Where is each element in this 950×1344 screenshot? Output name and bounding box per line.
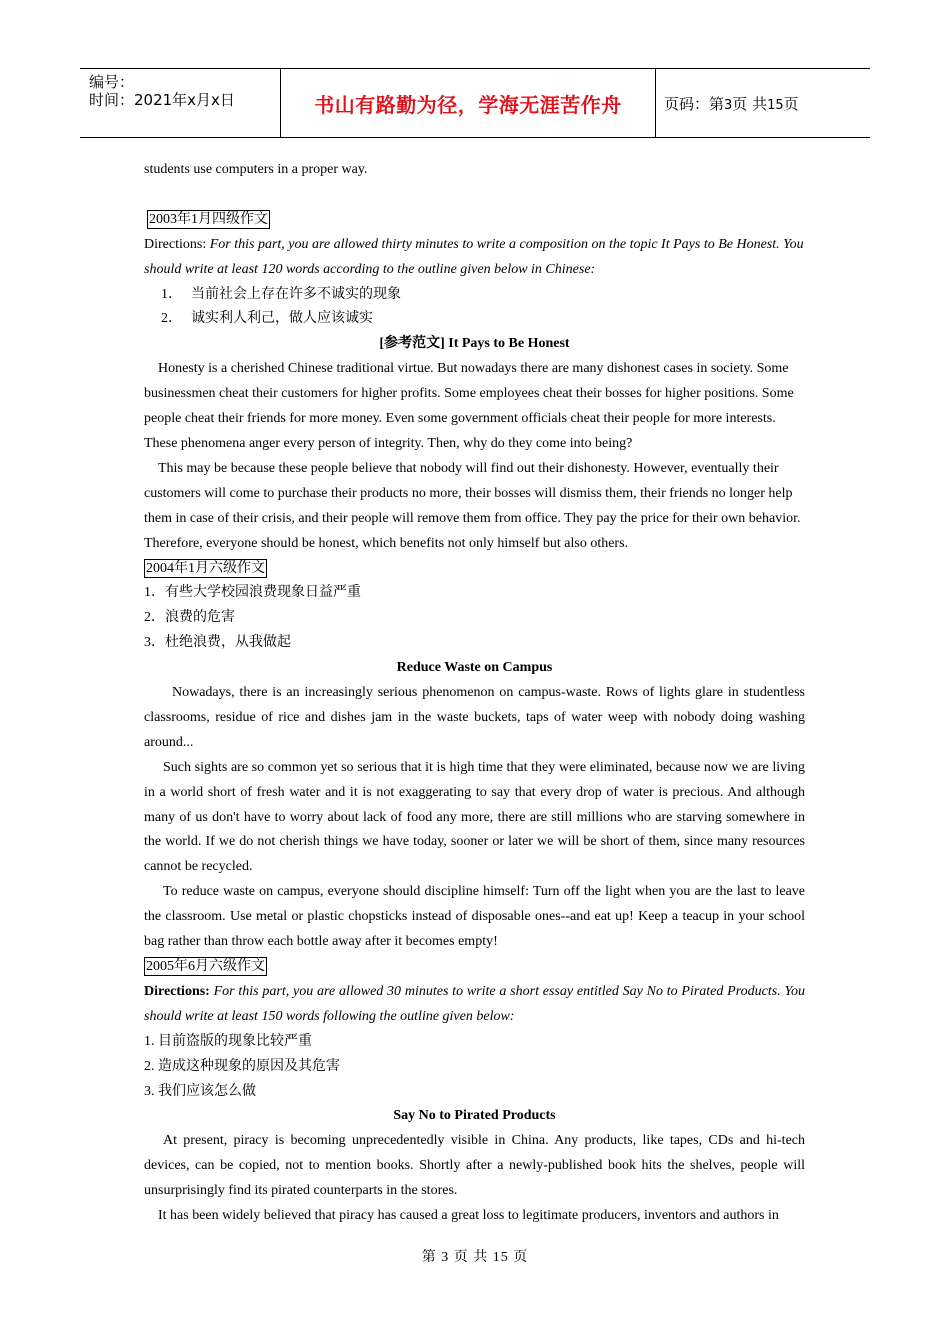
- doc-time-label: 时间：2021年x月x日: [89, 91, 235, 109]
- outline-text: 诚实利人利己，做人应该诚实: [191, 311, 373, 327]
- essay-paragraph: This may be because these people believe that nobody will find out their dishonesty. However, eventually their customers will come to purchase their products no more, their bosses will dismiss them, their friends no longer help them in case of their crisis, and their people will remove them from office. They pay the price for their own behavior. Therefore, everyone should be honest, which benefits not only himself but also others.: [144, 460, 801, 551]
- outline-num: 2．: [161, 311, 182, 327]
- directions-text: For this part, you are allowed 30 minutes to write a short essay entitled Say No to Pirated Products. You should write at least 150 words following the outline given below:: [144, 983, 805, 1024]
- outline-item: 1．有些大学校园浪费现象日益严重: [144, 585, 361, 601]
- essay-paragraph: Nowadays, there is an increasingly serious phenomenon on campus-waste. Rows of lights glare in studentless classrooms, residue of rice and dishes jam in the waste buckets, taps of water weep with nobody doing washing around...: [144, 685, 805, 750]
- outline-item: 3. 我们应该怎么做: [144, 1083, 256, 1099]
- outline-item: [144, 307, 805, 332]
- page-header: [80, 68, 870, 138]
- outline-item: 2．浪费的危害: [144, 610, 235, 626]
- essay-title: [参考范文] It Pays to Be Honest: [379, 336, 570, 352]
- directions-label: Directions:: [144, 236, 210, 252]
- intro-tail: students use computers in a proper way.: [144, 162, 368, 177]
- header-motto-cell: [280, 69, 656, 137]
- outline-item: 3．杜绝浪费，从我做起: [144, 635, 291, 651]
- section-1-tag: 2003年1月四级作文: [149, 211, 268, 227]
- header-page-end: 页: [783, 94, 799, 113]
- footer-suffix: 页: [513, 1250, 529, 1265]
- section-2: [144, 557, 805, 582]
- essay-paragraph: Honesty is a cherished Chinese traditional virtue. But nowadays there are many dishonest cases in society. Some businessmen cheat their customers for higher profits. Some employees cheat their bosses for higher positions. Some people cheat their friends for more money. Even some government officials cheat their people for more interests. These phenomena anger every person of integrity. Then, why do they come into being?: [144, 361, 794, 451]
- section-1: [144, 208, 805, 233]
- outline-item: [144, 283, 805, 308]
- section-3-directions: [144, 980, 805, 1030]
- section-1-directions: [144, 233, 805, 283]
- essay-title: Reduce Waste on Campus: [396, 660, 553, 676]
- directions-text: For this part, you are allowed thirty minutes to write a composition on the topic It Pays to Be Honest. You should write at least 120 words according to the outline given below in Chinese:: [144, 236, 804, 277]
- header-page-mid: 页 共: [732, 94, 768, 113]
- outline-item: 2. 造成这种现象的原因及其危害: [144, 1058, 340, 1074]
- header-page-cell: [655, 69, 870, 137]
- footer-prefix: 第: [421, 1250, 437, 1265]
- header-page-label: 页码：第: [664, 94, 725, 113]
- page-footer: [0, 1246, 950, 1266]
- essay-paragraph: To reduce waste on campus, everyone should discipline himself: Turn off the light when you are the last to leave the classroom. Use metal or plastic chopsticks instead of disposable ones--and eat up! Keep a teacup in your school bag rather than throw each bottle away after it becomes empty!: [144, 884, 805, 950]
- essay-title: Say No to Pirated Products: [393, 1108, 556, 1124]
- section-2-tag: 2004年1月六级作文: [146, 560, 265, 576]
- footer-mid: 页 共: [453, 1250, 489, 1265]
- outline-num: 1．: [161, 286, 182, 302]
- section-3: [144, 955, 805, 980]
- header-page-total: 15: [767, 97, 784, 113]
- header-page-code: [664, 93, 799, 114]
- header-motto: 书山有路勤为径，学海无涯苦作舟: [314, 92, 622, 117]
- section-3-tag: 2005年6月六级作文: [146, 959, 265, 974]
- blank-line: [144, 183, 805, 208]
- footer-current-page: 3: [441, 1250, 450, 1265]
- outline-item: 1. 目前盗版的现象比较严重: [144, 1033, 312, 1049]
- essay-paragraph: Such sights are so common yet so serious that it is high time that they were eliminated, because now we are living in a world short of fresh water and it is not exaggerating to say that every drop of water is precious. And although many of us don't have to worry about lack of food any more, there are still millions who are starving somewhere in the world. If we do not cherish things we have today, sooner or later we will be short of them, since many resources cannot be recycled.: [144, 759, 805, 875]
- header-page-current: 3: [724, 97, 733, 113]
- header-meta-cell: [80, 69, 280, 137]
- essay-paragraph: It has been widely believed that piracy has caused a great loss to legitimate producers, inventors and authors in: [158, 1208, 779, 1224]
- essay-paragraph: At present, piracy is becoming unprecedentedly visible in China. Any products, like tapes, CDs and hi-tech devices, can be copied, not to mention books. Shortly after a newly-published book hits the shelves, people will unsurprisingly find its pirated counterparts in the stores.: [144, 1133, 805, 1199]
- outline-text: 当前社会上存在许多不诚实的现象: [191, 286, 401, 302]
- doc-code-label: 编号：: [89, 73, 135, 91]
- directions-label: Directions:: [144, 983, 214, 999]
- document-body: [144, 158, 805, 1229]
- footer-total-pages: 15: [492, 1250, 509, 1265]
